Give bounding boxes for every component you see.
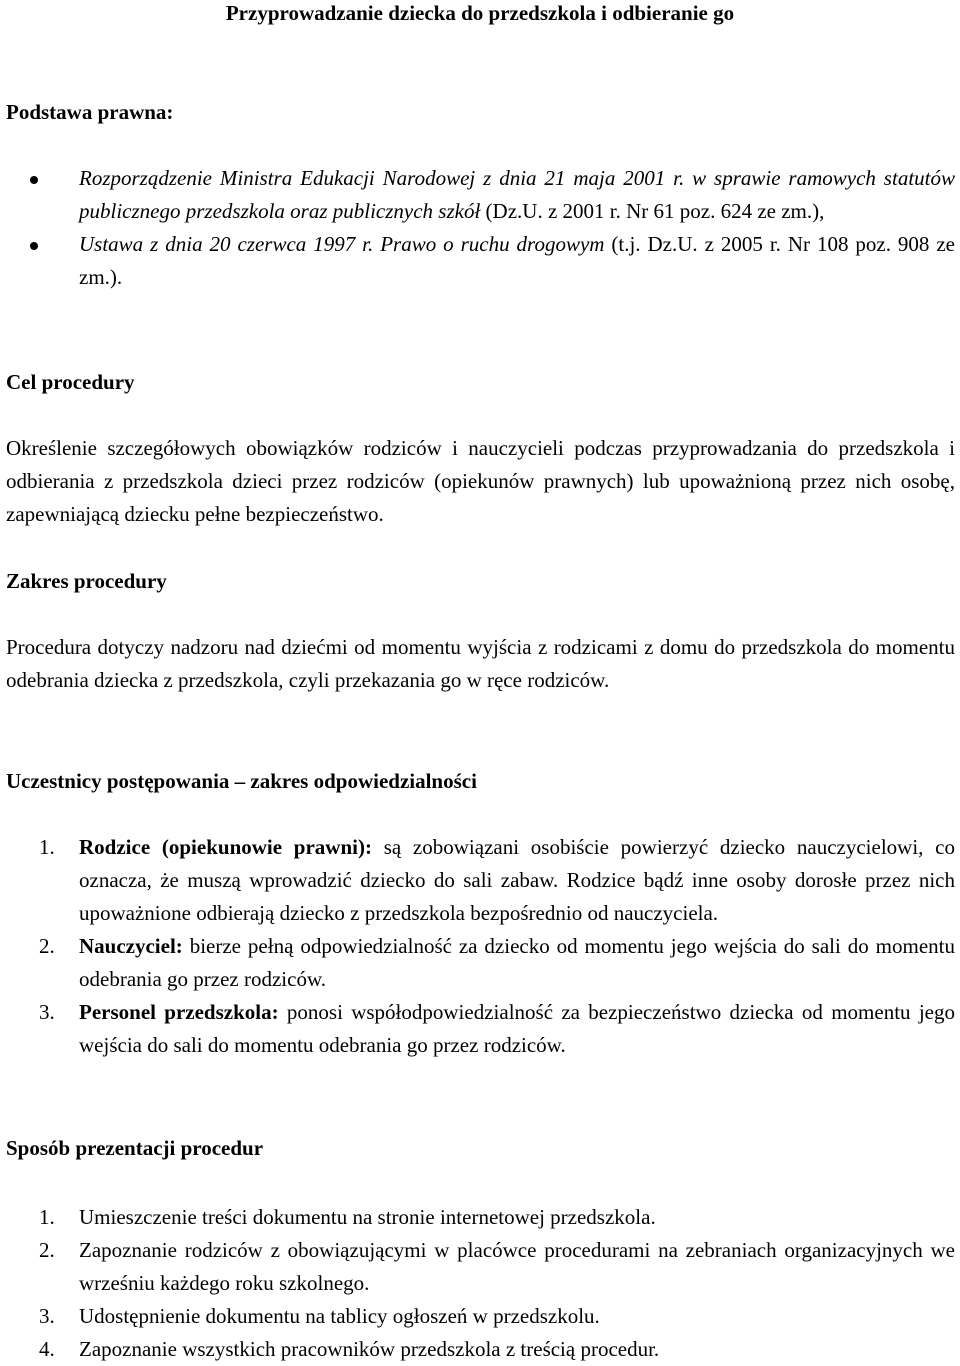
participant-duty: ponosi współodpowiedzialność za bezpieczeństwo dziecka od momentu jego wejścia do sali do momentu odebrania go przez rodziców. [79,1000,956,1057]
document-title: Przyprowadzanie dziecka do przedszkola i odbieranie go [225,1,735,25]
scope-text: Procedura dotyczy nadzoru nad dziećmi od momentu wyjścia z rodzicami z domu do przedszkola do momentu odebrania dziecka z przedszkola, czyli przekazania go w ręce rodziców. [6,635,955,692]
legal-act-reference: (t.j. Dz.U. z 2005 r. Nr 108 poz. 908 ze zm.). [79,232,956,289]
legal-basis-section [6,98,955,126]
presentation-item [6,1300,955,1333]
presentation-text: Zapoznanie wszystkich pracowników przedszkola z treścią procedur. [79,1337,660,1361]
purpose-section [6,368,955,396]
participant-duty: są zobowiązani osobiście powierzyć dziecko nauczycielowi, co oznacza, że muszą wprowadzić dziecko do sali zabaw. Rodzice bądź inne osoby dorosłe przez nich upoważnione odbierają dziecko z przedszkola bezpośrednio od nauczyciela. [79,835,955,925]
scope-heading: Zakres procedury [6,569,167,593]
legal-basis-item [6,228,955,294]
legal-basis-list-wrap [6,162,955,294]
item-number: 2. [39,1238,55,1262]
legal-act-title: Rozporządzenie Ministra Edukacji Narodowej z dnia 21 maja 2001 r. w sprawie ramowych statutów publicznego przedszkola oraz publicznych szkół [79,166,955,223]
scope-section [6,567,955,595]
legal-act-title: Ustawa z dnia 20 czerwca 1997 r. Prawo o ruchu drogowym [79,232,605,256]
presentation-text: Zapoznanie rodziców z obowiązującymi w placówce procedurami na zebraniach organizacyjnych we wrześniu każdego roku szkolnego. [79,1238,955,1295]
participant-role: Nauczyciel: [79,934,183,958]
presentation-text: Udostępnienie dokumentu na tablicy ogłoszeń w przedszkolu. [79,1304,600,1328]
presentation-list-wrap [6,1201,955,1366]
presentation-list [6,1201,955,1366]
participants-section [6,767,955,795]
participants-list [6,831,955,1062]
participant-item [6,930,955,996]
purpose-heading: Cel procedury [6,370,135,394]
participant-role: Rodzice (opiekunowie prawni): [79,835,372,859]
legal-act-reference: (Dz.U. z 2001 r. Nr 61 poz. 624 ze zm.), [480,199,825,223]
purpose-text: Określenie szczegółowych obowiązków rodziców i nauczycieli podczas przyprowadzania do przedszkola i odbierania z przedszkola dzieci przez rodziców (opiekunów prawnych) lub upoważnioną przez nich osobę, zapewniającą dziecku pełne bezpieczeństwo. [6,436,955,526]
item-number: 1. [39,835,55,859]
participant-item [6,831,955,930]
participants-heading: Uczestnicy postępowania – zakres odpowiedzialności [6,769,477,793]
item-number: 3. [39,1000,55,1024]
bullet-icon [30,242,38,250]
legal-basis-list [6,162,955,294]
presentation-item [6,1234,955,1300]
purpose-body-wrap [6,432,955,531]
item-number: 4. [39,1337,55,1361]
presentation-item [6,1333,955,1366]
presentation-item [6,1201,955,1234]
presentation-heading: Sposób prezentacji procedur [6,1136,264,1160]
scope-body-wrap [6,631,955,697]
participant-role: Personel przedszkola: [79,1000,279,1024]
presentation-text: Umieszczenie treści dokumentu na stronie internetowej przedszkola. [79,1205,656,1229]
item-number: 2. [39,934,55,958]
presentation-section [6,1134,955,1162]
legal-basis-item [6,162,955,228]
bullet-icon [30,176,38,184]
participant-duty: bierze pełną odpowiedzialność za dziecko od momentu jego wejścia do sali do momentu odebrania go przez rodziców. [79,934,955,991]
legal-basis-heading: Podstawa prawna: [6,100,174,124]
participants-list-wrap [6,831,955,1062]
participant-item [6,996,955,1062]
item-number: 3. [39,1304,55,1328]
item-number: 1. [39,1205,55,1229]
